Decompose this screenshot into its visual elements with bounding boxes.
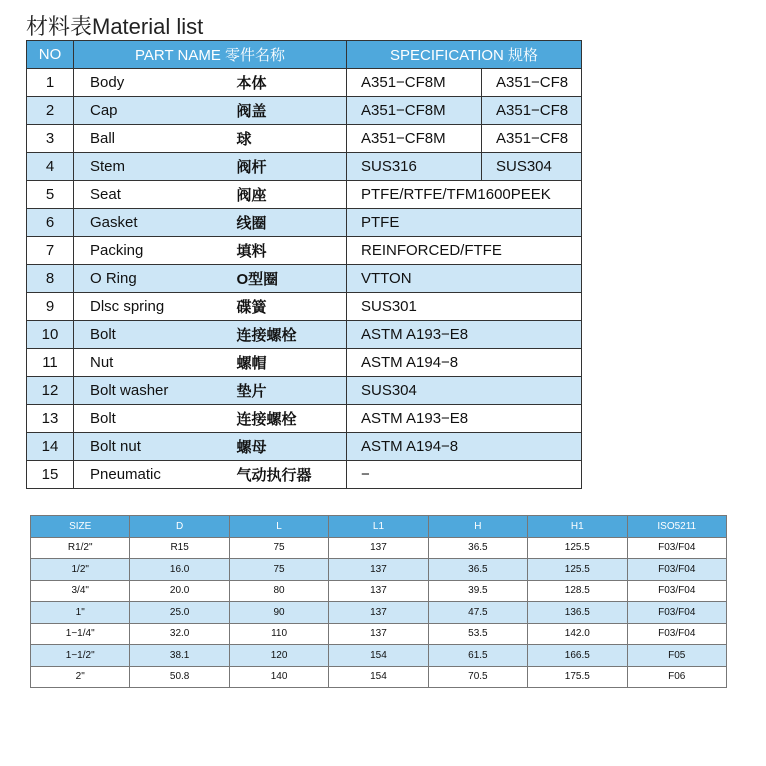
part-name-cn: 阀杆: [229, 153, 347, 181]
material-table-header-row: [27, 41, 582, 69]
dimension-cell: 125.5: [528, 537, 627, 559]
part-name-cn: 气动执行器: [229, 461, 347, 489]
part-name-en: Bolt washer: [74, 377, 229, 405]
spec-primary: ASTM A193−E8: [347, 405, 582, 433]
spec-primary: PTFE/RTFE/TFM1600PEEK: [347, 181, 582, 209]
row-number: 14: [27, 433, 74, 461]
table-row: [27, 153, 582, 181]
part-name-cn: 线圈: [229, 209, 347, 237]
spec-primary: SUS301: [347, 293, 582, 321]
row-number: 15: [27, 461, 74, 489]
part-name-cn: 球: [229, 125, 347, 153]
spec-primary: ASTM A194−8: [347, 433, 582, 461]
dimension-cell: 47.5: [428, 602, 527, 624]
part-name-en: Dlsc spring: [74, 293, 229, 321]
part-name-en: Body: [74, 69, 229, 97]
page-title: 材料表Material list: [26, 14, 204, 39]
spec-secondary: A351−CF8: [482, 97, 582, 125]
spec-primary: REINFORCED/FTFE: [347, 237, 582, 265]
dimension-cell: 142.0: [528, 623, 627, 645]
material-list-table: [26, 40, 582, 489]
dimension-cell: F05: [627, 645, 726, 667]
dimension-cell: 1/2": [31, 559, 130, 581]
table-row: [27, 97, 582, 125]
dimension-cell: 1−1/2": [31, 645, 130, 667]
table-row: [31, 602, 727, 624]
table-row: [27, 237, 582, 265]
dimension-cell: 154: [329, 645, 428, 667]
part-name-cn: 填料: [229, 237, 347, 265]
table-row: [27, 349, 582, 377]
dimension-cell: R15: [130, 537, 229, 559]
part-name-en: Ball: [74, 125, 229, 153]
dimension-cell: 32.0: [130, 623, 229, 645]
part-name-en: Nut: [74, 349, 229, 377]
dimension-cell: F03/F04: [627, 537, 726, 559]
spec-secondary: A351−CF8: [482, 69, 582, 97]
table-row: [27, 265, 582, 293]
dimension-cell: 137: [329, 537, 428, 559]
spec-primary: A351−CF8M: [347, 125, 482, 153]
dimension-cell: 53.5: [428, 623, 527, 645]
row-number: 2: [27, 97, 74, 125]
dimension-cell: F03/F04: [627, 623, 726, 645]
row-number: 1: [27, 69, 74, 97]
spec-secondary: A351−CF8: [482, 125, 582, 153]
dimension-cell: 75: [229, 537, 328, 559]
spec-primary: A351−CF8M: [347, 97, 482, 125]
row-number: 8: [27, 265, 74, 293]
row-number: 3: [27, 125, 74, 153]
spec-primary: ASTM A193−E8: [347, 321, 582, 349]
dimension-header-cell: SIZE: [31, 516, 130, 538]
spec-primary: −: [347, 461, 582, 489]
part-name-cn: 垫片: [229, 377, 347, 405]
dimension-cell: 36.5: [428, 537, 527, 559]
dimension-cell: 38.1: [130, 645, 229, 667]
dimension-cell: 75: [229, 559, 328, 581]
part-name-cn: 连接螺栓: [229, 405, 347, 433]
dimension-cell: 90: [229, 602, 328, 624]
dimension-cell: 1−1/4": [31, 623, 130, 645]
row-number: 11: [27, 349, 74, 377]
row-number: 7: [27, 237, 74, 265]
dimension-cell: 137: [329, 580, 428, 602]
dimension-cell: 39.5: [428, 580, 527, 602]
table-row: [27, 377, 582, 405]
table-row: [27, 433, 582, 461]
spec-primary: VTTON: [347, 265, 582, 293]
dimension-cell: 166.5: [528, 645, 627, 667]
table-row: [27, 125, 582, 153]
dimension-cell: 16.0: [130, 559, 229, 581]
dimension-header-cell: D: [130, 516, 229, 538]
dimension-cell: 50.8: [130, 666, 229, 688]
dimension-table-header-row: [31, 516, 727, 538]
dimension-cell: 137: [329, 602, 428, 624]
dimension-cell: 128.5: [528, 580, 627, 602]
table-row: [31, 623, 727, 645]
part-name-cn: 连接螺栓: [229, 321, 347, 349]
table-row: [27, 293, 582, 321]
row-number: 9: [27, 293, 74, 321]
table-row: [31, 537, 727, 559]
header-no: NO: [27, 41, 74, 69]
dimension-cell: F03/F04: [627, 559, 726, 581]
part-name-en: O Ring: [74, 265, 229, 293]
spec-primary: A351−CF8M: [347, 69, 482, 97]
table-row: [31, 666, 727, 688]
dimension-cell: 137: [329, 623, 428, 645]
dimension-cell: 154: [329, 666, 428, 688]
dimension-cell: 25.0: [130, 602, 229, 624]
dimension-header-cell: H1: [528, 516, 627, 538]
dimension-cell: 2": [31, 666, 130, 688]
dimension-cell: 110: [229, 623, 328, 645]
part-name-cn: 碟簧: [229, 293, 347, 321]
dimension-cell: 140: [229, 666, 328, 688]
part-name-en: Bolt: [74, 405, 229, 433]
spec-primary: SUS304: [347, 377, 582, 405]
dimension-cell: 1": [31, 602, 130, 624]
part-name-cn: 本体: [229, 69, 347, 97]
spec-primary: ASTM A194−8: [347, 349, 582, 377]
dimension-cell: 125.5: [528, 559, 627, 581]
dimension-header-cell: L1: [329, 516, 428, 538]
dimension-header-cell: ISO5211: [627, 516, 726, 538]
spec-primary: PTFE: [347, 209, 582, 237]
dimension-cell: 3/4": [31, 580, 130, 602]
dimension-cell: 80: [229, 580, 328, 602]
dimension-cell: 61.5: [428, 645, 527, 667]
table-row: [31, 645, 727, 667]
row-number: 10: [27, 321, 74, 349]
table-row: [27, 405, 582, 433]
header-specification: SPECIFICATION 规格: [347, 41, 582, 69]
part-name-cn: 阀座: [229, 181, 347, 209]
table-row: [27, 321, 582, 349]
row-number: 6: [27, 209, 74, 237]
dimension-table: [30, 515, 727, 688]
table-row: [31, 580, 727, 602]
part-name-en: Bolt: [74, 321, 229, 349]
header-part-name: PART NAME 零件名称: [74, 41, 347, 69]
table-row: [27, 69, 582, 97]
part-name-cn: O型圈: [229, 265, 347, 293]
row-number: 5: [27, 181, 74, 209]
spec-primary: SUS316: [347, 153, 482, 181]
dimension-cell: 36.5: [428, 559, 527, 581]
row-number: 4: [27, 153, 74, 181]
dimension-cell: F03/F04: [627, 602, 726, 624]
dimension-cell: 20.0: [130, 580, 229, 602]
table-row: [27, 209, 582, 237]
part-name-en: Seat: [74, 181, 229, 209]
part-name-en: Gasket: [74, 209, 229, 237]
dimension-cell: F03/F04: [627, 580, 726, 602]
dimension-header-cell: H: [428, 516, 527, 538]
dimension-cell: 136.5: [528, 602, 627, 624]
part-name-en: Cap: [74, 97, 229, 125]
part-name-cn: 螺帽: [229, 349, 347, 377]
spec-secondary: SUS304: [482, 153, 582, 181]
part-name-en: Bolt nut: [74, 433, 229, 461]
dimension-header-cell: L: [229, 516, 328, 538]
table-row: [27, 181, 582, 209]
row-number: 13: [27, 405, 74, 433]
dimension-cell: 120: [229, 645, 328, 667]
table-row: [27, 461, 582, 489]
dimension-cell: R1/2": [31, 537, 130, 559]
row-number: 12: [27, 377, 74, 405]
part-name-en: Pneumatic: [74, 461, 229, 489]
dimension-cell: 175.5: [528, 666, 627, 688]
part-name-cn: 螺母: [229, 433, 347, 461]
part-name-cn: 阀盖: [229, 97, 347, 125]
dimension-cell: 137: [329, 559, 428, 581]
part-name-en: Stem: [74, 153, 229, 181]
part-name-en: Packing: [74, 237, 229, 265]
dimension-cell: F06: [627, 666, 726, 688]
dimension-cell: 70.5: [428, 666, 527, 688]
table-row: [31, 559, 727, 581]
